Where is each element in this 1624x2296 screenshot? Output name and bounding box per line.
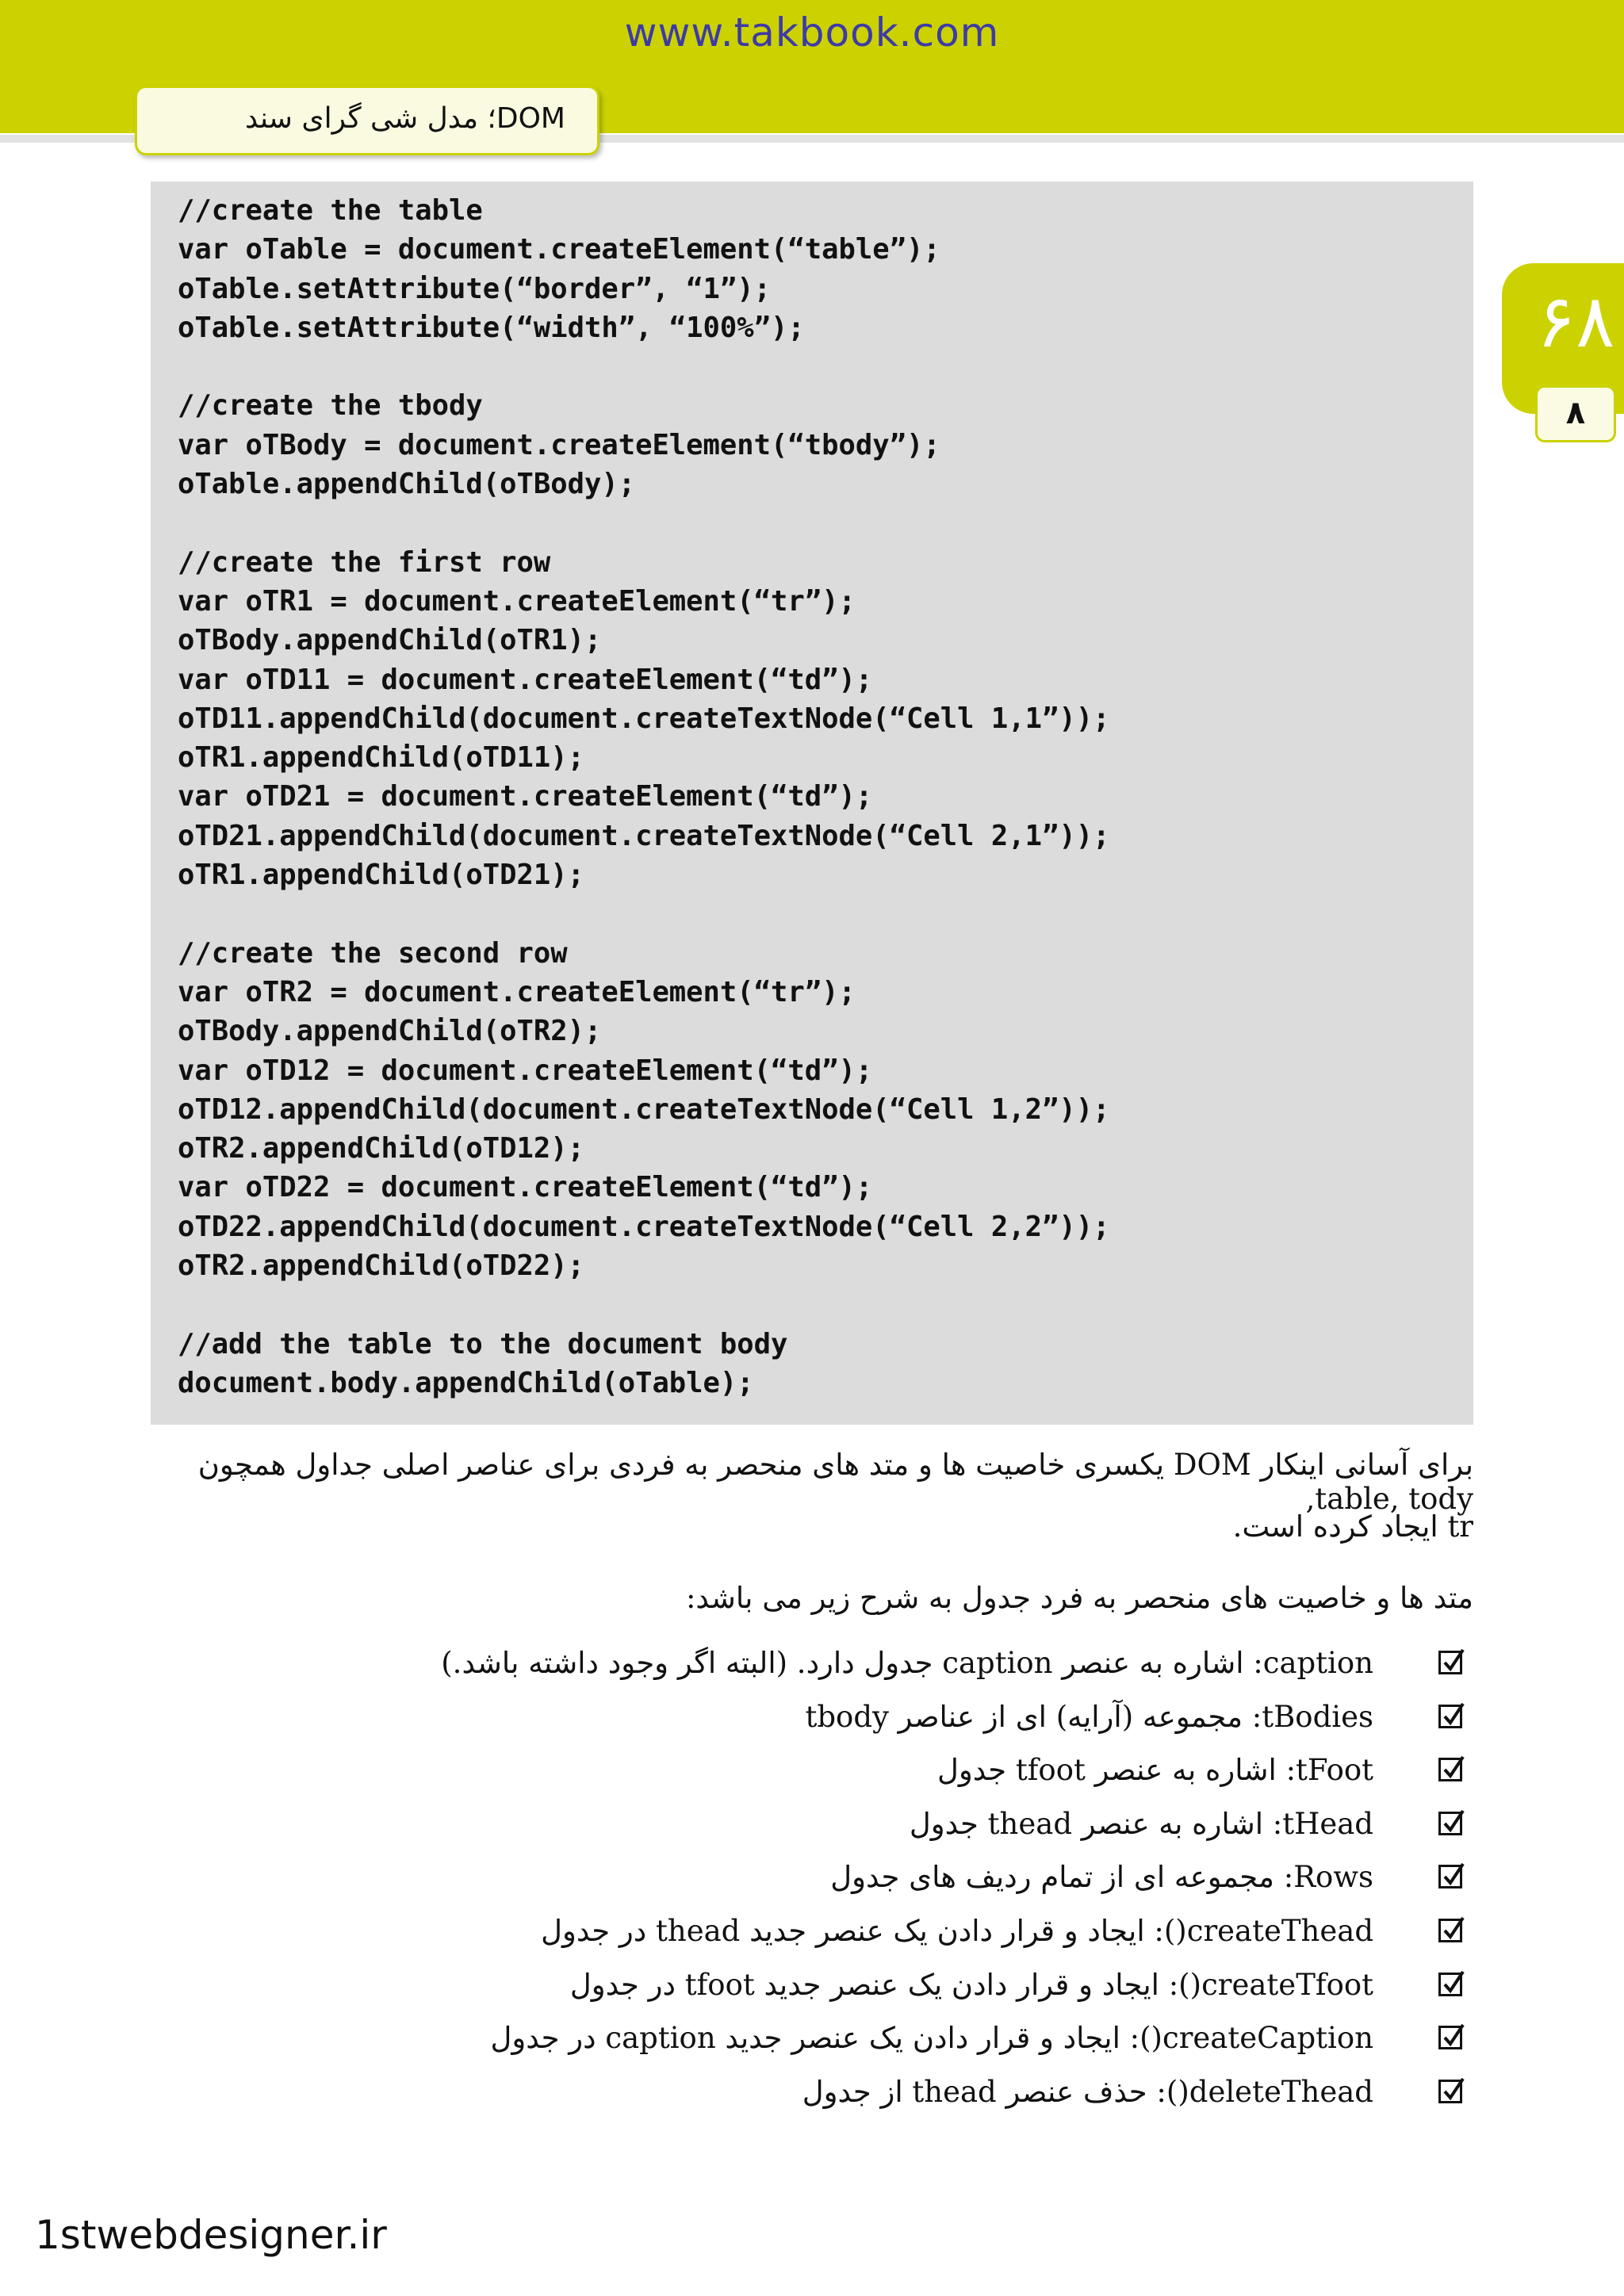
checkbox-checked-icon: [1438, 1919, 1462, 1942]
code-line: //create the tbody: [178, 389, 483, 423]
code-line: //create the table: [178, 194, 483, 227]
checkbox-checked-icon: [1438, 1758, 1462, 1781]
checklist-item: [151, 1646, 1473, 1693]
code-line: //create the second row: [178, 936, 568, 970]
code-line: //add the table to the document body: [178, 1327, 788, 1360]
code-line: var oTD22 = document.createElement(“td”);: [178, 1171, 873, 1204]
code-line: var oTD12 = document.createElement(“td”);: [178, 1054, 873, 1087]
code-line: oTBody.appendChild(oTR1);: [178, 624, 602, 657]
checklist-item: [151, 2075, 1473, 2122]
code-line: oTable.setAttribute(“width”, “100%”);: [178, 311, 805, 344]
footer-brand: 1stwebdesigner.ir: [35, 2212, 387, 2258]
checkbox-checked-icon: [1438, 1865, 1462, 1888]
checkbox-checked-icon: [1438, 1651, 1462, 1674]
code-line: [178, 894, 1473, 933]
intro-paragraph-line-2: tr ایجاد کرده است.: [1232, 1510, 1473, 1544]
checklist-item-text: tHead: اشاره به عنصر thead جدول: [909, 1806, 1373, 1841]
checklist-item-text: tBodies: مجموعه (آرایه) ای از عناصر tbody: [805, 1699, 1373, 1734]
code-line: var oTR1 = document.createElement(“tr”);: [178, 584, 856, 618]
list-intro: متد ها و خاصیت های منحصر به فرد جدول به شرح زیر می باشد:: [685, 1581, 1473, 1615]
code-line: document.body.appendChild(oTable);: [178, 1366, 754, 1399]
checklist-item-text: caption: اشاره به عنصر caption جدول دارد. (البته اگر وجود داشته باشد.): [441, 1646, 1373, 1680]
code-line: var oTable = document.createElement(“table”);: [178, 233, 940, 266]
code-line: [178, 1285, 1473, 1324]
code-line: oTD12.appendChild(document.createTextNode(“Cell 1,2”));: [178, 1093, 1110, 1126]
code-line: oTD11.appendChild(document.createTextNode(“Cell 1,1”));: [178, 702, 1110, 735]
checklist-item-text: Rows: مجموعه ای از تمام ردیف های جدول: [830, 1860, 1373, 1895]
checkbox-checked-icon: [1438, 1973, 1462, 1996]
code-block: [151, 182, 1473, 1425]
site-url: www.takbook.com: [624, 10, 1000, 55]
page-number: ۶۸: [1536, 279, 1615, 364]
code-line: oTBody.appendChild(oTR2);: [178, 1015, 602, 1048]
checklist-item: [151, 1700, 1473, 1747]
checkbox-checked-icon: [1438, 1705, 1462, 1728]
checklist-item-text: createCaption(): ایجاد و قرار دادن یک عنصر جدید caption در جدول: [490, 2021, 1373, 2056]
checklist-item: [151, 1968, 1473, 2015]
chapter-number-badge: ۸: [1535, 385, 1616, 442]
checklist-item-text: createThead(): ایجاد و قرار دادن یک عنصر جدید thead در جدول: [541, 1914, 1373, 1948]
intro-paragraph-line-1: برای آسانی اینکار DOM یکسری خاصیت ها و متد های منحصر به فردی برای عناصر اصلی جداول همچون table, tody,: [197, 1448, 1473, 1516]
code-line: oTR2.appendChild(oTD22);: [178, 1249, 584, 1283]
code-line: [178, 347, 1473, 386]
code-line: oTD21.appendChild(document.createTextNode(“Cell 2,1”));: [178, 819, 1110, 852]
code-line: oTable.setAttribute(“border”, “1”);: [178, 272, 772, 305]
checkbox-checked-icon: [1438, 2026, 1462, 2049]
chapter-title: DOM؛ مدل شی گرای سند: [135, 86, 599, 155]
code-line: var oTBody = document.createElement(“tbody”);: [178, 428, 940, 461]
code-line: var oTD21 = document.createElement(“td”);: [178, 780, 873, 813]
code-line: oTR1.appendChild(oTD11);: [178, 741, 584, 775]
code-line: var oTD11 = document.createElement(“td”);: [178, 663, 873, 696]
checklist-item: [151, 1807, 1473, 1854]
code-line: var oTR2 = document.createElement(“tr”);: [178, 975, 856, 1008]
code-line: oTR1.appendChild(oTD21);: [178, 859, 584, 892]
code-line: oTable.appendChild(oTBody);: [178, 468, 636, 501]
checklist-item-text: createTfoot(): ایجاد و قرار دادن یک عنصر جدید tfoot در جدول: [569, 1967, 1373, 2002]
code-line: oTD22.appendChild(document.createTextNode(“Cell 2,2”));: [178, 1210, 1110, 1243]
checklist-item: [151, 1914, 1473, 1961]
checkbox-checked-icon: [1438, 1812, 1462, 1835]
code-line: [178, 503, 1473, 542]
checklist-item: [151, 1860, 1473, 1908]
checkbox-checked-icon: [1438, 2080, 1462, 2103]
code-line: //create the first row: [178, 545, 551, 579]
checklist-item: [151, 1753, 1473, 1800]
code-line: oTR2.appendChild(oTD12);: [178, 1132, 584, 1165]
checklist-item-text: deleteThead(): حذف عنصر thead از جدول: [802, 2074, 1373, 2109]
checklist-item-text: tFoot: اشاره به عنصر tfoot جدول: [937, 1753, 1373, 1788]
checklist-item: [151, 2021, 1473, 2068]
